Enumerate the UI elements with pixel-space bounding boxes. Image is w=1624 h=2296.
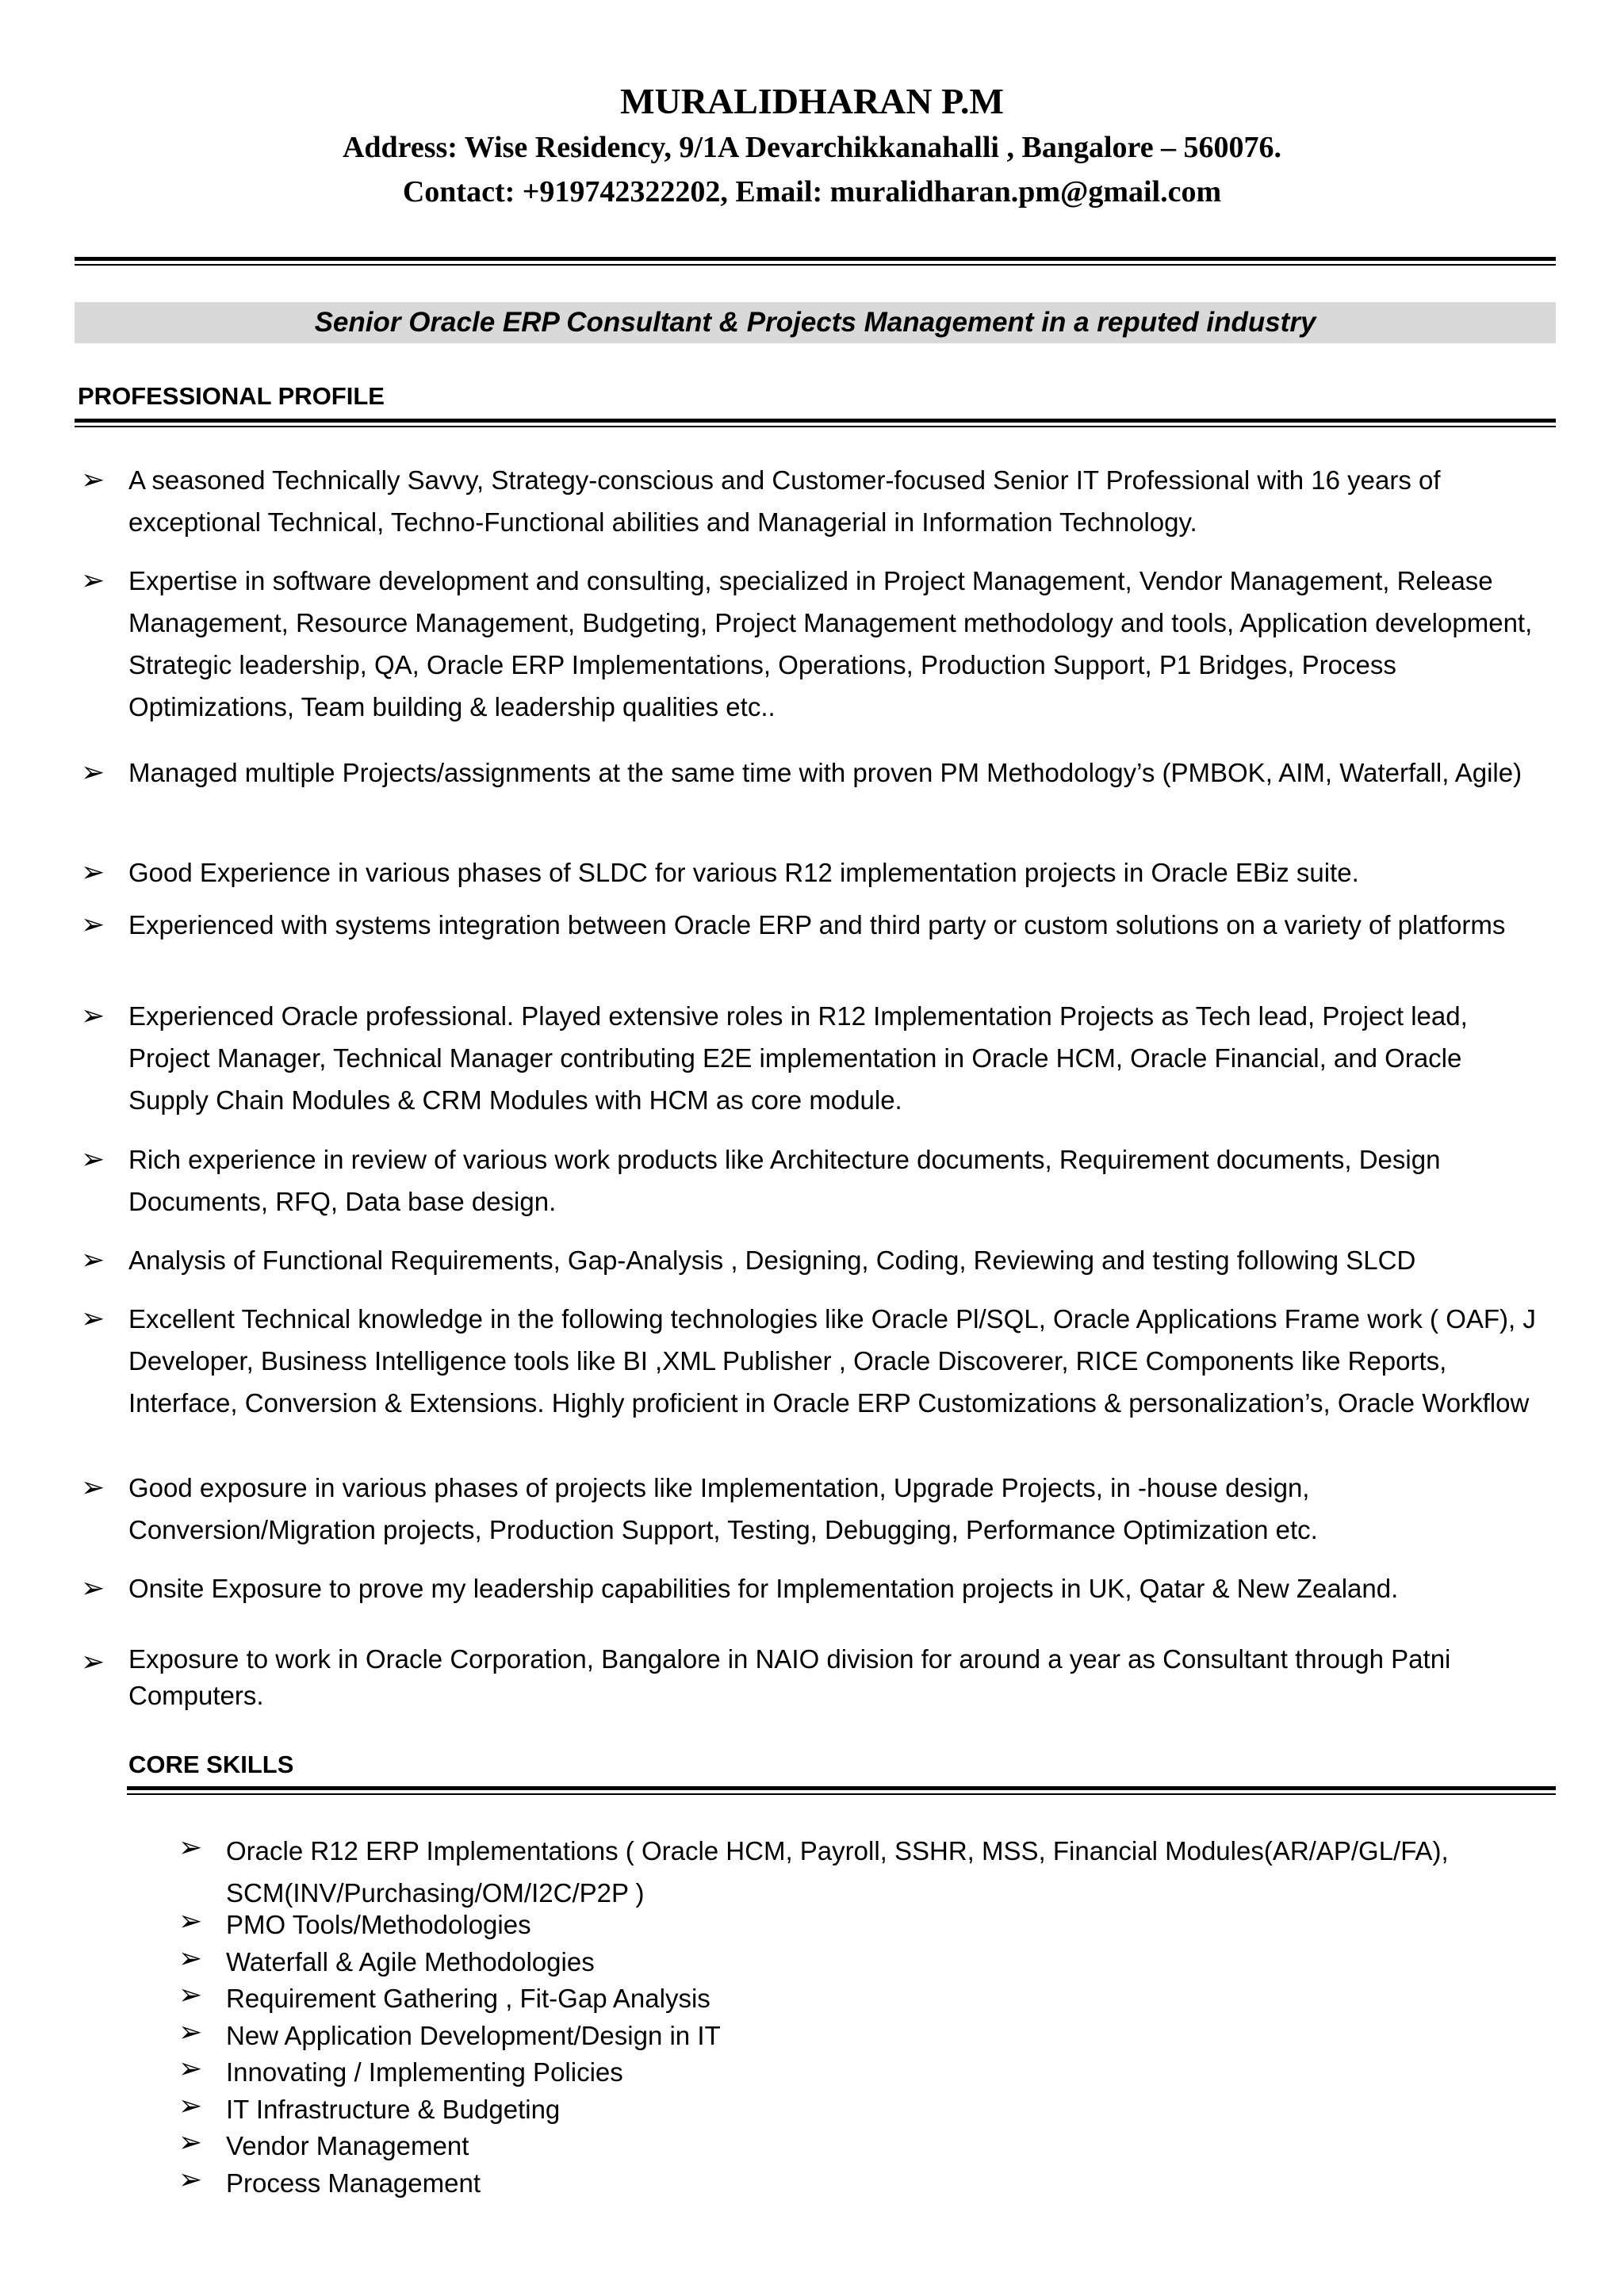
skill-item-text: IT Infrastructure & Budgeting — [226, 2095, 561, 2124]
profile-item — [81, 904, 1548, 946]
arrowhead-bullet-icon: ➢ — [178, 1905, 203, 1938]
profile-item — [81, 1641, 1548, 1714]
arrowhead-bullet-icon: ➢ — [178, 2016, 203, 2049]
arrowhead-bullet-icon: ➢ — [178, 2126, 203, 2159]
profile-item — [81, 1138, 1548, 1223]
skill-item-text: Requirement Gathering , Fit-Gap Analysis — [226, 1984, 710, 2013]
arrowhead-bullet-icon: ➢ — [178, 2164, 203, 2196]
core-skills-heading: CORE SKILLS — [128, 1751, 294, 1778]
skill-item-text: New Application Development/Design in IT — [226, 2021, 721, 2050]
profile-item — [81, 851, 1548, 894]
arrowhead-bullet-icon: ➢ — [178, 2053, 203, 2085]
arrowhead-bullet-icon: ➢ — [81, 1244, 105, 1276]
skill-item — [178, 1977, 1526, 2019]
profile-item-text: Expertise in software development and consulting, specialized in Project Management, Vendor Management, Release Management, Resource Management, Budgeting, Project Management methodology and tools, Application development, Strategic leadership, QA, Oracle ERP Implementations, Operations, Production Support, P1 Bridges, Process Optimizations, Team building & leadership qualities etc.. — [128, 566, 1533, 721]
arrowhead-bullet-icon: ➢ — [81, 1000, 105, 1032]
arrowhead-bullet-icon: ➢ — [178, 2090, 203, 2122]
profile-item — [81, 752, 1548, 794]
skill-item — [178, 2125, 1526, 2167]
profile-item — [81, 560, 1548, 728]
summary-banner: Senior Oracle ERP Consultant & Projects Management in a reputed industry — [75, 302, 1556, 343]
candidate-name: MURALIDHARAN P.M — [620, 81, 1004, 121]
profile-item-text: A seasoned Technically Savvy, Strategy-conscious and Customer-focused Senior IT Professional with 16 years of exceptional Technical, Techno-Functional abilities and Managerial in Information Technology. — [128, 465, 1441, 537]
arrowhead-bullet-icon: ➢ — [81, 756, 105, 789]
professional-profile-heading: PROFESSIONAL PROFILE — [78, 382, 385, 410]
skill-item-text: Innovating / Implementing Policies — [226, 2057, 623, 2087]
profile-item-text: Onsite Exposure to prove my leadership capabilities for Implementation projects in UK, Qatar & New Zealand. — [128, 1574, 1399, 1603]
profile-item-text: Managed multiple Projects/assignments at the same time with proven PM Methodology’s (PMBOK, AIM, Waterfall, Agile) — [128, 758, 1522, 787]
arrowhead-bullet-icon: ➢ — [81, 1143, 105, 1176]
arrowhead-bullet-icon: ➢ — [178, 1979, 203, 2011]
skill-item — [178, 2162, 1526, 2204]
profile-item — [81, 1567, 1548, 1609]
skill-item-text: Vendor Management — [226, 2131, 469, 2160]
arrowhead-bullet-icon: ➢ — [81, 1471, 105, 1504]
arrowhead-bullet-icon: ➢ — [81, 1572, 105, 1605]
skill-item-text: Process Management — [226, 2168, 481, 2198]
arrowhead-bullet-icon: ➢ — [81, 464, 105, 496]
profile-item — [81, 459, 1548, 543]
arrowhead-bullet-icon: ➢ — [81, 1303, 105, 1335]
skill-item-text: PMO Tools/Methodologies — [226, 1910, 531, 1939]
profile-item-text: Experienced Oracle professional. Played extensive roles in R12 Implementation Projects as Tech lead, Project lead, Project Manager, Technical Manager contributing E2E implementation in Oracle HCM, Oracle Financial, and Oracle Supply Chain Modules & CRM Modules with HCM as core module. — [128, 1001, 1468, 1115]
arrowhead-bullet-icon: ➢ — [81, 1646, 105, 1678]
header-divider — [75, 257, 1556, 266]
profile-item-text: Good Experience in various phases of SLDC for various R12 implementation projects in Oracle EBiz suite. — [128, 858, 1359, 887]
profile-item-text: Good exposure in various phases of projects like Implementation, Upgrade Projects, in -house design, Conversion/Migration projects, Production Support, Testing, Debugging, Performance Optimization etc. — [128, 1473, 1318, 1544]
profile-item-text: Excellent Technical knowledge in the following technologies like Oracle Pl/SQL, Oracle Applications Frame work ( OAF), J Developer, Business Intelligence tools like BI ,XML Publisher , Oracle Discoverer, RICE Components like Reports, Interface, Conversion & Extensions. Highly proficient in Oracle ERP Customizations & personalization’s, Oracle Workflow — [128, 1304, 1536, 1418]
profile-item-text: Analysis of Functional Requirements, Gap-Analysis , Designing, Coding, Reviewing and testing following SLCD — [128, 1246, 1416, 1275]
skill-item-text: Waterfall & Agile Methodologies — [226, 1947, 595, 1976]
skill-item — [178, 1904, 1526, 1946]
profile-item — [81, 1298, 1548, 1424]
arrowhead-bullet-icon: ➢ — [81, 856, 105, 889]
arrowhead-bullet-icon: ➢ — [178, 1831, 203, 1864]
skill-item — [178, 2051, 1526, 2093]
skill-item-text: Oracle R12 ERP Implementations ( Oracle HCM, Payroll, SSHR, MSS, Financial Modules(AR/AP/GL/FA), SCM(INV/Purchasing/OM/I2C/P2P ) — [226, 1836, 1449, 1908]
skills-divider — [127, 1786, 1556, 1795]
profile-item-text: Rich experience in review of various work products like Architecture documents, Requirement documents, Design Documents, RFQ, Data base design. — [128, 1145, 1441, 1216]
arrowhead-bullet-icon: ➢ — [81, 564, 105, 597]
profile-item-text: Exposure to work in Oracle Corporation, Bangalore in NAIO division for around a year as Consultant through Patni Computers. — [128, 1644, 1451, 1710]
profile-divider — [75, 419, 1556, 427]
address-line: Address: Wise Residency, 9/1A Devarchikkanahalli , Bangalore – 560076. — [342, 131, 1282, 164]
arrowhead-bullet-icon: ➢ — [81, 909, 105, 941]
profile-item-text: Experienced with systems integration between Oracle ERP and third party or custom solutions on a variety of platforms — [128, 910, 1506, 939]
profile-item — [81, 995, 1548, 1121]
contact-line: Contact: +919742322202, Email: muralidharan.pm@gmail.com — [402, 175, 1222, 209]
profile-item — [81, 1239, 1548, 1281]
arrowhead-bullet-icon: ➢ — [178, 1942, 203, 1975]
profile-item — [81, 1467, 1548, 1551]
skill-item — [178, 1830, 1526, 1914]
